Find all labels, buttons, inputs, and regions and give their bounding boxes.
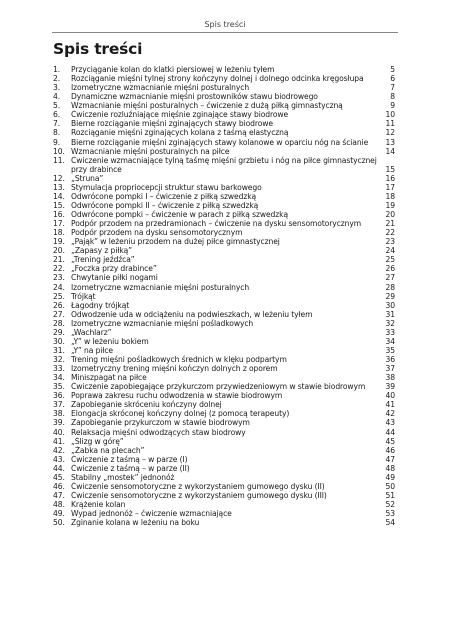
toc-entry-page: 24 [385,246,395,256]
toc-entry-number: 50. [53,518,65,528]
toc-entry-page: 17 [385,182,395,192]
toc-entry[interactable] [53,74,395,83]
toc-entry-number: 25. [53,291,65,301]
toc-entry[interactable] [53,337,395,346]
toc-entry-title: Wypad jednonóż – ćwiczenie wzmacniające [71,509,232,519]
toc-entry[interactable] [53,482,395,491]
toc-entry[interactable] [53,319,395,328]
toc-entry-page: 19 [385,200,395,210]
page-title: Spis treści [53,40,143,58]
toc-entry[interactable] [53,128,395,137]
toc-entry[interactable] [53,65,395,74]
toc-entry[interactable] [53,301,395,310]
toc-entry-page: 20 [385,210,395,219]
toc-entry-number: 1. [53,65,61,74]
toc-entry-page: 50 [385,481,395,491]
toc-entry[interactable] [53,373,395,382]
toc-entry-number: 13. [53,182,65,192]
toc-entry-number: 38. [53,409,65,419]
toc-entry-number: 14. [53,191,65,201]
toc-entry-page: 23 [385,237,395,247]
toc-entry-number: 39. [53,418,65,428]
toc-entry-title: Stymulacja propriocepcji struktur stawu barkowego [71,182,262,192]
toc-entry-number: 47. [53,490,65,500]
toc-entry-page: 39 [385,382,395,392]
toc-entry-page: 48 [385,463,395,473]
toc-entry-page: 34 [385,336,395,346]
toc-entry-page: 27 [385,273,395,283]
toc-entry-title: Izometryczny trening mięśni kończyn dolnych z oporem [71,364,278,374]
toc-entry[interactable] [53,83,395,92]
toc-entry-page: 16 [385,173,395,183]
toc-entry-title: Odwrócone pompki I – ćwiczenie z piłką szwedzką [71,191,257,201]
toc-entry-title: Ćwiczenie z taśmą – w parze (I) [71,454,188,464]
toc-entry-number: 42. [53,445,65,455]
toc-entry-page: 30 [385,300,395,310]
toc-entry-title: „Wachlarz” [71,327,112,337]
toc-entry-number: 49. [53,509,65,519]
toc-entry-page: 44 [385,427,395,437]
toc-entry-title: Izometryczne wzmacnianie mięśni pośladkowych [71,318,254,328]
toc-entry-page: 33 [385,327,395,337]
toc-entry-number: 21. [53,255,65,265]
toc-entry[interactable] [53,509,395,518]
toc-entry[interactable] [53,156,395,174]
toc-entry[interactable] [53,119,395,128]
toc-entry-title: Odwodzenie uda w odciążeniu na podwieszkach, w leżeniu tyłem [71,309,313,319]
toc-entry-page: 43 [385,418,395,428]
toc-entry-page: 25 [385,255,395,265]
toc-entry-number: 22. [53,264,65,274]
toc-entry-number: 7. [53,119,61,129]
toc-entry-page: 41 [385,400,395,410]
toc-entry-number: 41. [53,436,65,446]
toc-entry-number: 29. [53,327,65,337]
toc-entry-title: Łagodny trójkąt [71,300,130,310]
toc-entry-title: Odwrócone pompki II – ćwiczenie z piłką szwedzką [71,200,259,210]
toc-entry-title: Ćwiczenie z taśmą – w parze (II) [71,463,190,473]
toc-entry[interactable] [53,355,395,364]
toc-entry-number: 12. [53,173,65,183]
toc-entry-number: 35. [53,382,65,392]
toc-entry[interactable] [53,464,395,473]
toc-entry-page: 51 [385,490,395,500]
toc-entry[interactable] [53,428,395,437]
toc-entry-title: Krążenie kolan [71,500,126,509]
toc-entry-title: „Żabka na plecach” [71,445,145,455]
toc-entry-number: 8. [53,128,61,138]
toc-entry-title: Izometryczne wzmacnianie mięśni posturalnych [71,282,250,292]
toc-entry-page: 7 [390,83,395,93]
toc-entry[interactable] [53,246,395,255]
toc-entry-number: 33. [53,364,65,374]
toc-entry[interactable] [53,183,395,192]
toc-entry-number: 31. [53,345,65,355]
toc-entry[interactable] [53,473,395,482]
toc-entry-page: 26 [385,264,395,274]
toc-entry-number: 28. [53,318,65,328]
toc-entry-number: 17. [53,219,65,229]
toc-entry-number: 34. [53,373,65,383]
toc-entry[interactable] [53,110,395,119]
toc-entry-title: „Trening jeźdźca” [71,255,135,265]
toc-entry-number: 32. [53,355,65,364]
toc-entry-title: Ćwiczenie rozluźniające mięśnie zginające stawy biodrowe [71,110,289,120]
toc-entry-title: Relaksacja mięśni odwodzących staw biodrowy [71,427,246,437]
toc-entry-number: 36. [53,391,65,401]
toc-entry[interactable] [53,346,395,355]
toc-entry-page: 14 [385,146,395,156]
toc-entry-page: 32 [385,318,395,328]
toc-entry-number: 3. [53,83,61,93]
toc-entry-title: „Struna” [71,173,104,183]
toc-entry-number: 45. [53,472,65,482]
toc-entry[interactable] [53,382,395,391]
toc-entry[interactable] [53,500,395,509]
toc-entry-title: Miniszpagat na piłce [71,373,147,383]
toc-entry-title: Wzmacnianie mięśni posturalnych na piłce [71,146,230,156]
toc-entry-page: 52 [385,500,395,509]
toc-entry-number: 2. [53,74,61,84]
toc-entry[interactable] [53,210,395,219]
toc-entry[interactable] [53,201,395,210]
toc-entry-title: Zginanie kolana w leżeniu na boku [71,518,200,528]
toc-entry-number: 23. [53,273,65,283]
toc-entry-page: 21 [385,219,395,229]
toc-entry[interactable] [53,328,395,337]
toc-entry-number: 11. [53,155,65,165]
toc-entry-title: Elongacja skróconej kończyny dolnej (z pomocą terapeuty) [71,409,290,419]
toc-entry[interactable] [53,518,395,527]
toc-entry-number: 40. [53,427,65,437]
toc-entry[interactable] [53,418,395,427]
toc-entry-number: 10. [53,146,65,156]
toc-entry-page: 45 [385,436,395,446]
toc-entry-number: 46. [53,481,65,491]
toc-entry-title: „Pająk” w leżeniu przodem na dużej piłce gimnastycznej [71,237,280,247]
toc-entry-number: 9. [53,137,61,147]
toc-entry-page: 38 [385,373,395,383]
toc-entry-number: 43. [53,454,65,464]
toc-entry[interactable] [53,446,395,455]
toc-entry-number: 5. [53,101,61,111]
toc-entry-page: 8 [390,92,395,102]
toc-entry-page: 42 [385,409,395,419]
toc-entry-number: 6. [53,110,61,120]
toc-entry-title: Wzmacnianie mięśni posturalnych – ćwiczenie z dużą piłką gimnastyczną [71,101,343,111]
toc-entry-page: 49 [385,472,395,482]
toc-entry[interactable] [53,237,395,246]
toc-entry-title: „Zapasy z piłką” [71,246,133,256]
toc-entry-page: 46 [385,445,395,455]
toc-entry-title: Podpór przodem na przedramionach – ćwiczenie na dysku sensomotorycznym [71,219,362,229]
toc-entry-page: 37 [385,364,395,374]
toc-entry-title: Przyciąganie kolan do klatki piersiowej w leżeniu tyłem [71,65,275,74]
toc-entry-number: 19. [53,237,65,247]
toc-entry-title: Odwrócone pompki – ćwiczenie w parach z piłką szwedzką [71,210,288,219]
toc-entry-title: Trójkąt [71,291,96,301]
toc-entry-number: 27. [53,309,65,319]
toc-entry-number: 4. [53,92,61,102]
toc-entry-title: Ćwiczenie sensomotoryczne z wykorzystaniem gumowego dysku (II) [71,481,325,491]
toc-entry[interactable] [53,292,395,301]
toc-entry-title: Bierne rozciąganie mięśni zginających stawy kolanowe w oparciu nóg na ścianie [71,137,369,147]
toc-entry[interactable] [53,310,395,319]
toc-entry[interactable] [53,437,395,446]
toc-entry-number: 24. [53,282,65,292]
toc-entry-number: 44. [53,463,65,473]
toc-entry-page: 15 [385,164,395,174]
toc-entry-page: 35 [385,345,395,355]
running-header: Spis treści [52,20,398,33]
toc-entry[interactable] [53,228,395,237]
toc-entry-title: Bierne rozciąganie mięśni zginających stawy biodrowe [71,119,273,129]
toc-entry-title: Izometryczne wzmacnianie mięśni posturalnych [71,83,250,93]
toc-entry-page: 54 [385,518,395,528]
toc-entry-page: 9 [390,101,395,111]
toc-entry[interactable] [53,455,395,464]
toc-entry-page: 12 [385,128,395,138]
toc-entry[interactable] [53,174,395,183]
toc-entry[interactable] [53,283,395,292]
toc-entry[interactable] [53,264,395,273]
toc-entry[interactable] [53,255,395,264]
toc-entry[interactable] [53,147,395,156]
toc-entry[interactable] [53,364,395,373]
toc-entry[interactable] [53,400,395,409]
toc-entry-title: „Ślizg w górę” [71,436,124,446]
toc-entry-title: „Foczka przy drabince” [71,264,157,274]
toc-entry-page: 5 [390,65,395,74]
toc-entry-number: 37. [53,400,65,410]
toc-entry-number: 30. [53,336,65,346]
toc-entry-page: 13 [385,137,395,147]
toc-entry-page: 22 [385,228,395,238]
toc-entry-title: Chwytanie piłki nogami [71,273,158,283]
toc-entry-title: Rozciąganie mięśni tylnej strony kończyny dolnej i dolnego odcinka kręgosłupa [71,74,364,84]
toc-entry[interactable] [53,409,395,418]
toc-entry[interactable] [53,391,395,400]
toc-entry-title: „Y” na piłce [71,345,114,355]
toc-entry-number: 26. [53,300,65,310]
toc-entry-number: 20. [53,246,65,256]
toc-entry-title: Dynamiczne wzmacnianie mięśni prostowników stawu biodrowego [71,92,318,102]
toc-entry-number: 48. [53,500,65,509]
toc-entry-number: 16. [53,210,65,219]
toc-entry-page: 11 [385,119,395,129]
toc-entry-page: 36 [385,355,395,364]
toc-entry-page: 18 [385,191,395,201]
toc-entry[interactable] [53,192,395,201]
toc-entry[interactable] [53,92,395,101]
toc-entry-page: 29 [385,291,395,301]
toc-entry[interactable] [53,273,395,282]
toc-entry-title: Rozciąganie mięśni zginających kolana z taśmą elastyczną [71,128,289,138]
toc-entry-page: 6 [390,74,395,84]
toc-entry-page: 53 [385,509,395,519]
toc-entry-title: Poprawa zakresu ruchu odwodzenia w stawie biodrowym [71,391,283,401]
toc-entry-page: 10 [385,110,395,120]
toc-entry[interactable] [53,491,395,500]
toc-entry-number: 18. [53,228,65,238]
toc-entry-page: 31 [385,309,395,319]
toc-entry-title: Zapobieganie przykurczom w stawie biodrowym [71,418,250,428]
toc-entry[interactable] [53,219,395,228]
toc-entry-title: Stabilny „mostek” jednonóż [71,472,175,482]
toc-entry-number: 15. [53,200,65,210]
toc-entry-title: Ćwiczenie zapobiegające przykurczom przywiedzeniowym w stawie biodrowym [71,382,366,392]
toc-entry-title: Trening mięśni pośladkowych średnich w klęku podpartym [71,355,287,364]
toc-entry-page: 47 [385,454,395,464]
toc-entry-title: „Y” w leżeniu bokiem [71,336,149,346]
toc-entry-page: 28 [385,282,395,292]
toc-entry-title: Podpór przodem na dysku sensomotorycznym [71,228,243,238]
toc-entry[interactable] [53,138,395,147]
toc-entry[interactable] [53,101,395,110]
toc-entry-title: Ćwiczenie sensomotoryczne z wykorzystaniem gumowego dysku (III) [71,490,327,500]
toc-entry-title: Ćwiczenie wzmacniające tylną taśmę mięśni grzbietu i nóg na piłce gimnastycznej przy drabince [71,155,377,174]
table-of-contents [53,65,395,527]
toc-entry-page: 40 [385,391,395,401]
toc-entry-title: Zapobieganie skróceniu kończyny dolnej [71,400,222,410]
